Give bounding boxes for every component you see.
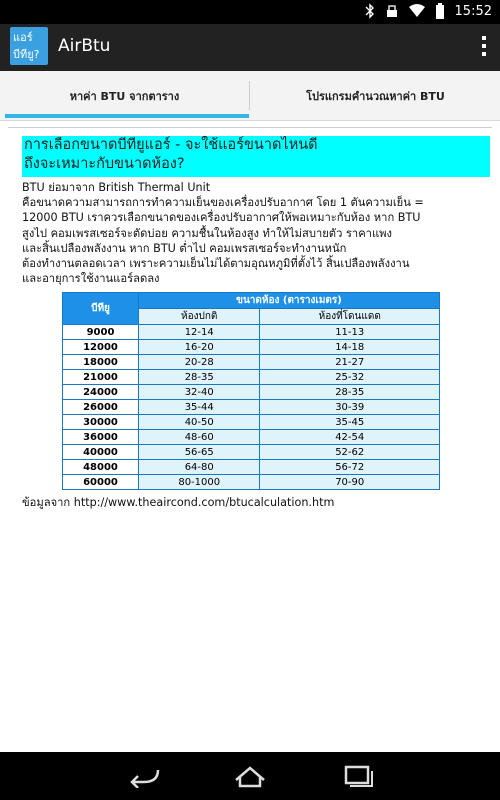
sunny-cell: 21-27	[260, 355, 440, 370]
normal-cell: 20-28	[139, 355, 260, 370]
table-row	[63, 460, 440, 475]
heading	[22, 136, 490, 177]
btu-cell: 36000	[63, 430, 139, 445]
body-line: ต้องทำงานตลอดเวลา เพราะความเย็นไม่ได้ตามอุณหภูมิที่ตั้งไว้ สิ้นเปลืองพลังงาน	[22, 257, 410, 271]
normal-cell: 48-60	[139, 430, 260, 445]
back-icon[interactable]	[124, 764, 164, 788]
normal-cell: 40-50	[139, 415, 260, 430]
table-row	[63, 385, 440, 400]
btu-cell: 30000	[63, 415, 139, 430]
body-line: 12000 BTU เราควรเลือกขนาดของเครื่องปรับอากาศให้พอเหมาะกับห้อง หาก BTU	[22, 211, 421, 225]
sunny-cell: 70-90	[260, 475, 440, 490]
sunny-cell: 52-62	[260, 445, 440, 460]
wifi-icon	[409, 4, 425, 18]
normal-cell: 32-40	[139, 385, 260, 400]
table-row	[63, 325, 440, 340]
sunny-cell: 14-18	[260, 340, 440, 355]
btu-cell: 60000	[63, 475, 139, 490]
tab-btu-table[interactable]: หาค่า BTU จากตาราง	[69, 89, 180, 103]
sunny-room-header: ห้องที่โดนแดด	[260, 309, 440, 325]
btu-cell: 12000	[63, 340, 139, 355]
table-row	[63, 445, 440, 460]
heading-line-1: การเลือกขนาดบีทียูแอร์ - จะใช้แอร์ขนาดไหนดี	[24, 137, 318, 153]
body-line: สูงไป คอมเพรสเซอร์จะตัดบ่อย ความชื้นในห้องสูง ทำให้ไม่สบายตัว ราคาแพง	[22, 226, 393, 240]
home-icon[interactable]	[230, 764, 270, 788]
btu-cell: 18000	[63, 355, 139, 370]
table-header-row	[63, 293, 440, 309]
table-row	[63, 340, 440, 355]
sunny-cell: 11-13	[260, 325, 440, 340]
table-row	[63, 415, 440, 430]
action-bar	[0, 24, 500, 71]
normal-cell: 64-80	[139, 460, 260, 475]
heading-line-2: ถึงจะเหมาะกับขนาดห้อง?	[24, 156, 185, 172]
content-panel	[8, 127, 492, 627]
btu-header: บีทียู	[63, 293, 139, 325]
app-title: AirBtu	[58, 36, 111, 56]
app-icon-text-1: แอร์	[13, 31, 33, 44]
normal-room-header: ห้องปกติ	[139, 309, 260, 325]
normal-cell: 28-35	[139, 370, 260, 385]
alarm-icon	[385, 4, 399, 18]
tab-selected-indicator	[5, 114, 249, 118]
app-icon[interactable]	[10, 27, 48, 65]
tab-btu-calculator[interactable]: โปรแกรมคำนวณหาค่า BTU	[306, 89, 445, 103]
status-bar	[0, 0, 500, 24]
navigation-bar	[0, 752, 500, 800]
overflow-menu-icon[interactable]	[478, 36, 490, 58]
normal-cell: 16-20	[139, 340, 260, 355]
sunny-cell: 25-32	[260, 370, 440, 385]
btu-table	[62, 292, 440, 490]
status-time: 15:52	[454, 3, 492, 19]
recent-apps-icon[interactable]	[338, 764, 378, 788]
normal-cell: 80-1000	[139, 475, 260, 490]
table-row	[63, 355, 440, 370]
btu-cell: 26000	[63, 400, 139, 415]
normal-cell: 12-14	[139, 325, 260, 340]
sunny-cell: 30-39	[260, 400, 440, 415]
body-line: BTU ย่อมาจาก British Thermal Unit	[22, 181, 211, 194]
body-line: คือขนาดความสามารถการทำความเย็นของเครื่องปรับอากาศ โดย 1 ตันความเย็น =	[22, 196, 424, 210]
body-line: และสิ้นเปลืองพลังงาน หาก BTU ต่ำไป คอมเพรสเซอร์จะทำงานหนัก	[22, 241, 347, 255]
battery-icon	[435, 3, 445, 19]
sunny-cell: 35-45	[260, 415, 440, 430]
body-line: และอายุการใช้งานแอร์ลดลง	[22, 272, 160, 286]
status-icons	[365, 3, 492, 19]
table-row	[63, 370, 440, 385]
btu-cell: 24000	[63, 385, 139, 400]
sunny-cell: 28-35	[260, 385, 440, 400]
app-icon-text-2: บีทียู?	[13, 48, 40, 61]
table-row	[63, 430, 440, 445]
sunny-cell: 42-54	[260, 430, 440, 445]
table-row	[63, 475, 440, 490]
room-size-header: ขนาดห้อง (ตารางเมตร)	[139, 293, 440, 309]
btu-cell: 48000	[63, 460, 139, 475]
source-text: ข้อมูลจาก http://www.theaircond.com/btucalculation.htm	[22, 496, 335, 509]
bluetooth-icon	[365, 3, 375, 19]
tab-divider	[249, 81, 250, 110]
normal-cell: 56-65	[139, 445, 260, 460]
sunny-cell: 56-72	[260, 460, 440, 475]
table-row	[63, 400, 440, 415]
body-text	[22, 180, 492, 286]
btu-cell: 9000	[63, 325, 139, 340]
btu-cell: 40000	[63, 445, 139, 460]
normal-cell: 35-44	[139, 400, 260, 415]
btu-cell: 21000	[63, 370, 139, 385]
